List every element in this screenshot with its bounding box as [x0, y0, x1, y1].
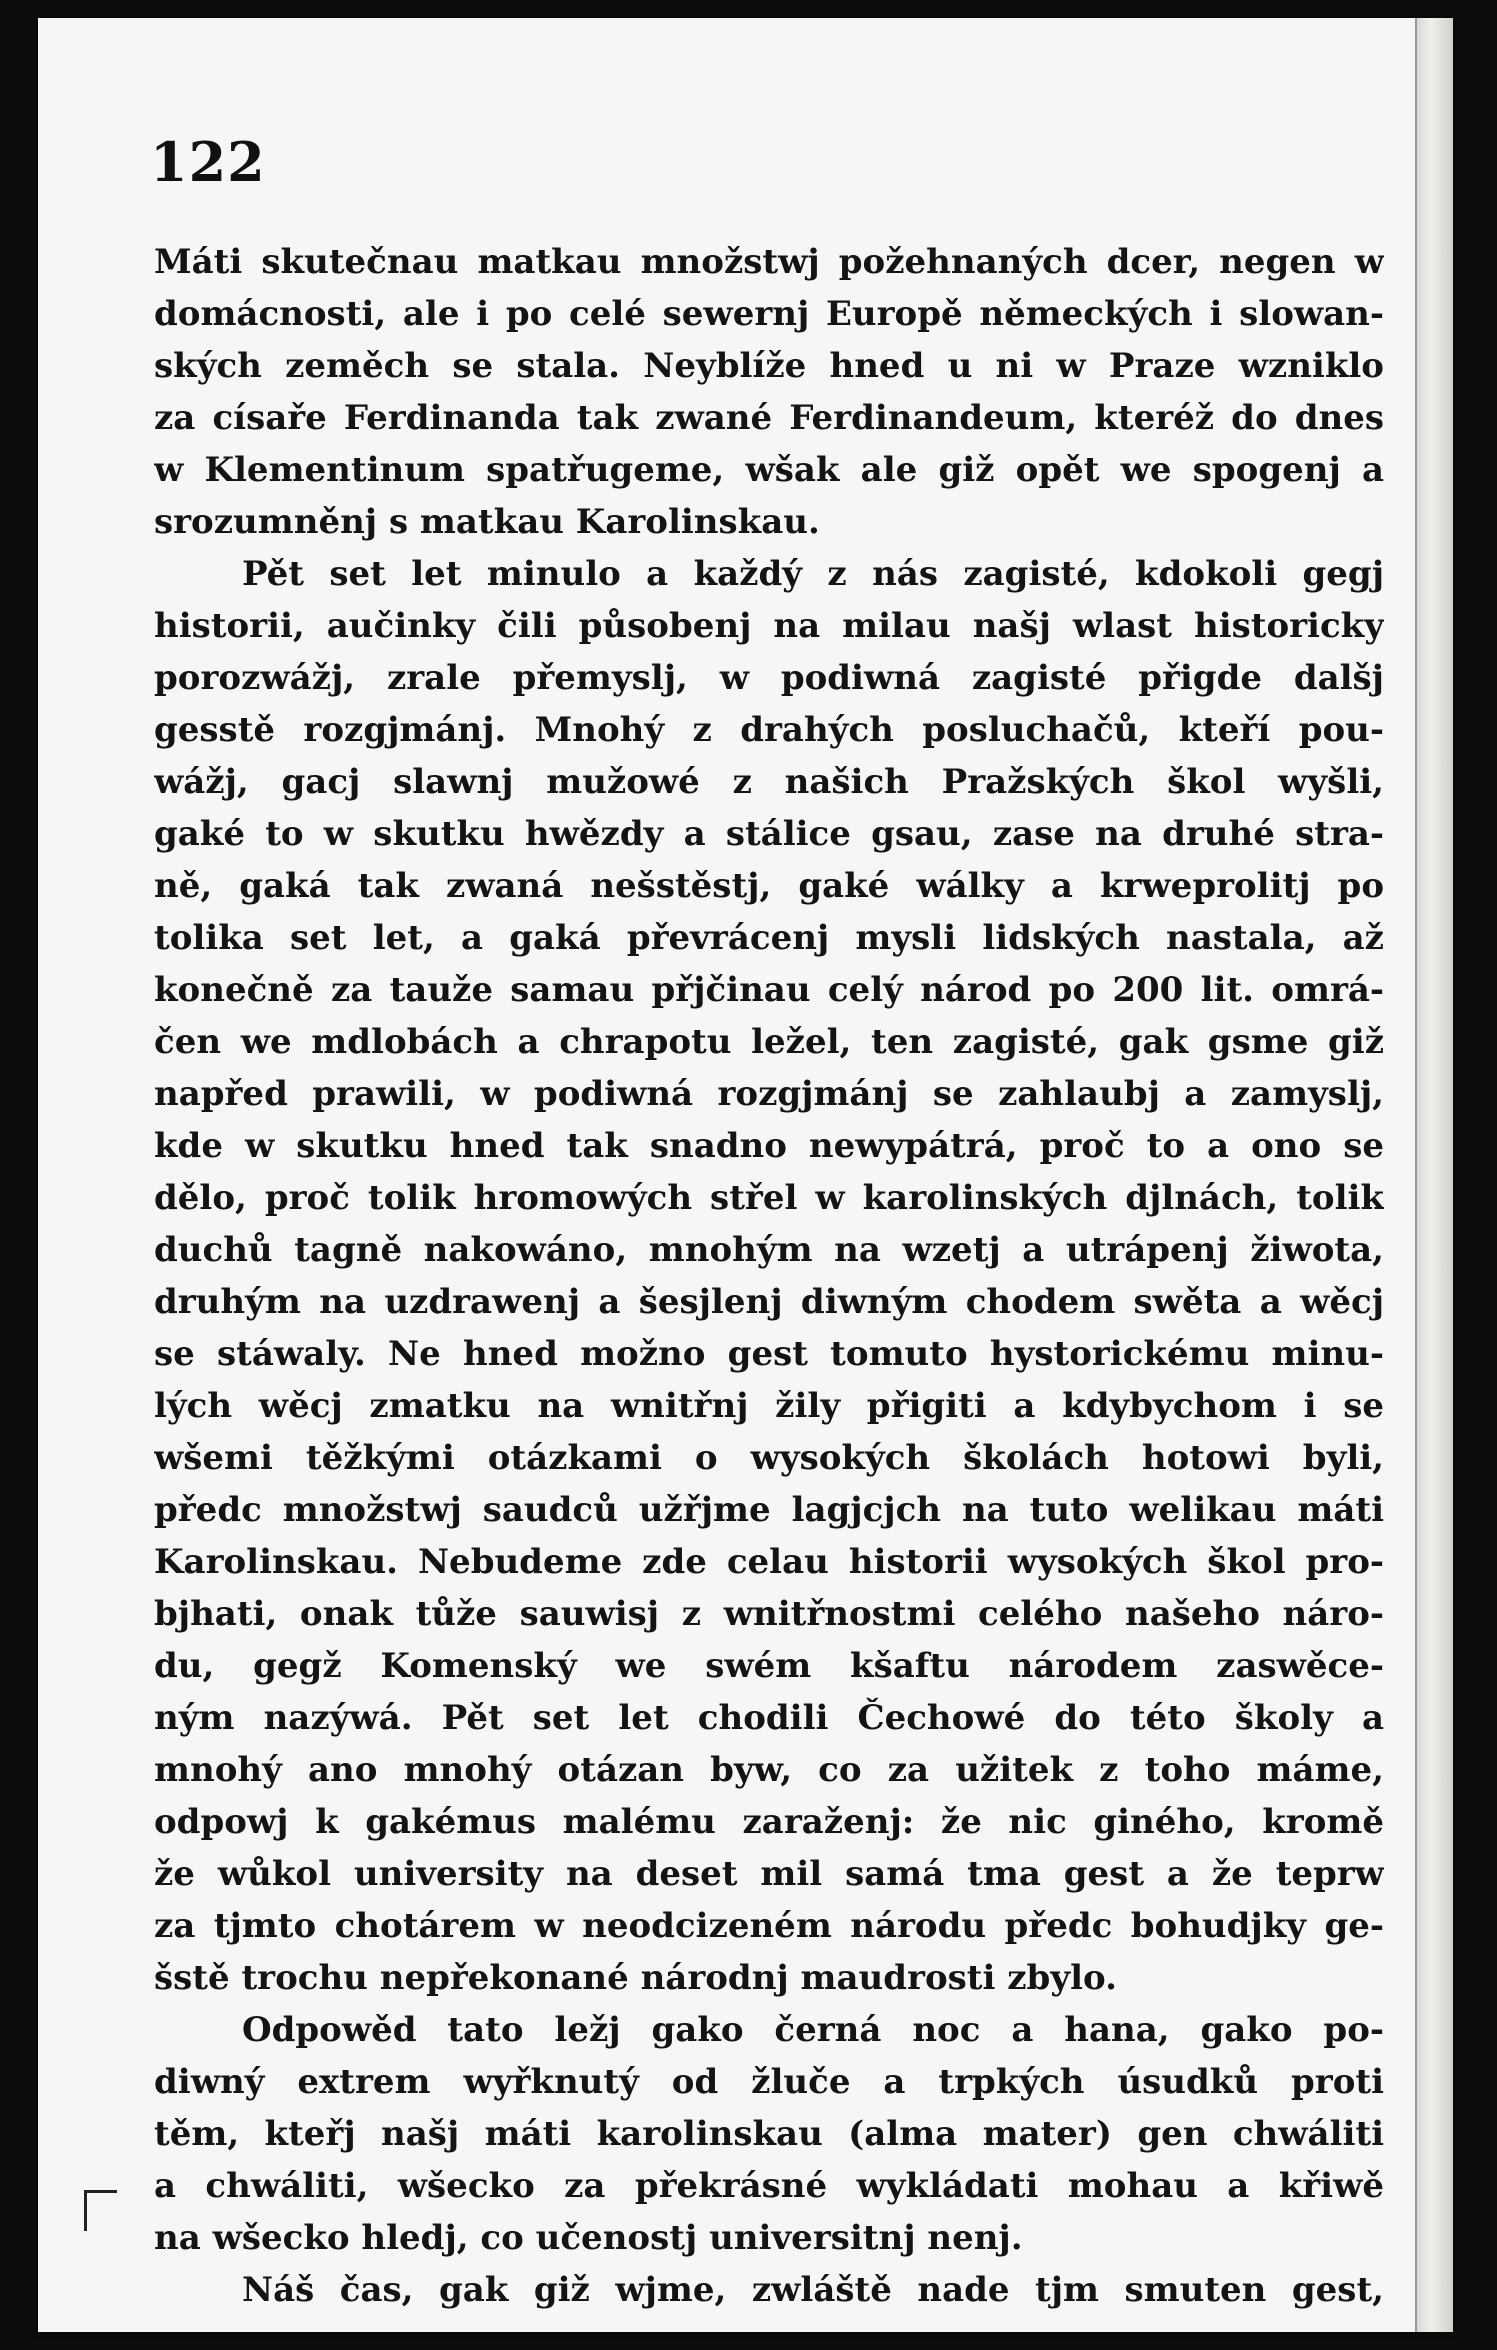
text-line: srozumněnj s matkau Karolinskau. — [154, 502, 820, 542]
text-line: ně, gaká tak zwaná nešstěstj, gaké wálky a krweprolitj po — [154, 866, 1384, 906]
text-line: porozwážj, zrale přemyslj, w podiwná zagisté přigde dalšj — [154, 658, 1384, 698]
text-line: historii, aučinky čili působenj na milau našj wlast historicky — [154, 606, 1384, 646]
book-page — [38, 18, 1453, 2332]
text-line: ným nazýwá. Pět set let chodili Čechowé do této školy a — [154, 1698, 1384, 1738]
text-line: diwný extrem wyřknutý od žluče a trpkých úsudků proti — [154, 2062, 1384, 2102]
text-line: Karolinskau. Nebudeme zde celau historii wysokých škol pro- — [154, 1542, 1384, 1582]
text-line: ských zeměch se stala. Neyblíže hned u ni w Praze wzniklo — [154, 346, 1384, 386]
text-line: že wůkol university na deset mil samá tma gest a že teprw — [154, 1854, 1384, 1894]
text-line: a chwáliti, wšecko za překrásné wykládati mohau a křiwě — [154, 2166, 1384, 2206]
text-line: duchů tagně nakowáno, mnohým na wzetj a utrápenj žiwota, — [154, 1230, 1384, 1270]
text-line: konečně za tauže samau přjčinau celý národ po 200 lit. omrá- — [154, 970, 1384, 1010]
text-line: na wšecko hledj, co učenostj universitnj nenj. — [154, 2218, 1023, 2258]
text-line: Náš čas, gak giž wjme, zwláště nade tjm smuten gest, — [242, 2270, 1384, 2310]
text-line: za tjmto chotárem w neodcizeném národu předc bohudjky ge- — [154, 1906, 1384, 1946]
text-line: za císaře Ferdinanda tak zwané Ferdinandeum, kteréž do dnes — [154, 398, 1384, 438]
text-line: Odpowěd tato ležj gako černá noc a hana, gako po- — [242, 2010, 1384, 2050]
page-edge — [1415, 18, 1453, 2332]
text-line: tolika set let, a gaká převrácenj mysli lidských nastala, až — [154, 918, 1384, 958]
text-line: gaké to w skutku hwězdy a stálice gsau, zase na druhé stra- — [154, 814, 1384, 854]
corner-crop-mark — [84, 2190, 117, 2231]
text-line: lých wěcj zmatku na wnitřnj žily přigiti a kdybychom i se — [154, 1386, 1384, 1426]
text-line: Máti skutečnau matkau množstwj požehnaných dcer, negen w — [154, 242, 1384, 282]
text-line: mnohý ano mnohý otázan byw, co za užitek z toho máme, — [154, 1750, 1384, 1790]
text-line: odpowj k gakémus malému zaraženj: že nic giného, kromě — [154, 1802, 1384, 1842]
text-line: du, gegž Komenský we swém kšaftu národem zaswěce- — [154, 1646, 1384, 1686]
text-line: předc množstwj saudců užřjme lagjcjch na tuto welikau máti — [154, 1490, 1384, 1530]
text-line: wšemi těžkými otázkami o wysokých školách hotowi byli, — [154, 1438, 1384, 1478]
page-text — [154, 236, 1384, 2316]
text-line: domácnosti, ale i po celé sewernj Europě německých i slowan- — [154, 294, 1384, 334]
text-line: šstě trochu nepřekonané národnj maudrosti zbylo. — [154, 1958, 1117, 1998]
text-line: bjhati, onak tůže sauwisj z wnitřnostmi celého našeho náro- — [154, 1594, 1384, 1634]
text-line: kde w skutku hned tak snadno newypátrá, proč to a ono se — [154, 1126, 1384, 1166]
text-line: w Klementinum spatřugeme, wšak ale giž opět we spogenj a — [154, 450, 1384, 490]
text-line: napřed prawili, w podiwná rozgjmánj se zahlaubj a zamyslj, — [154, 1074, 1384, 1114]
page-number: 122 — [150, 130, 266, 194]
text-line: čen we mdlobách a chrapotu ležel, ten zagisté, gak gsme giž — [154, 1022, 1384, 1062]
text-line: dělo, proč tolik hromowých střel w karolinských djlnách, tolik — [154, 1178, 1384, 1218]
text-line: gesstě rozgjmánj. Mnohý z drahých posluchačů, kteří pou- — [154, 710, 1384, 750]
text-line: Pět set let minulo a každý z nás zagisté, kdokoli gegj — [242, 554, 1384, 594]
text-line: těm, kteřj našj máti karolinskau (alma mater) gen chwáliti — [154, 2114, 1384, 2154]
text-line: druhým na uzdrawenj a šesjlenj diwným chodem swěta a wěcj — [154, 1282, 1384, 1322]
text-line: wážj, gacj slawnj mužowé z našich Pražských škol wyšli, — [154, 762, 1384, 802]
text-line: se stáwaly. Ne hned možno gest tomuto hystorickému minu- — [154, 1334, 1384, 1374]
